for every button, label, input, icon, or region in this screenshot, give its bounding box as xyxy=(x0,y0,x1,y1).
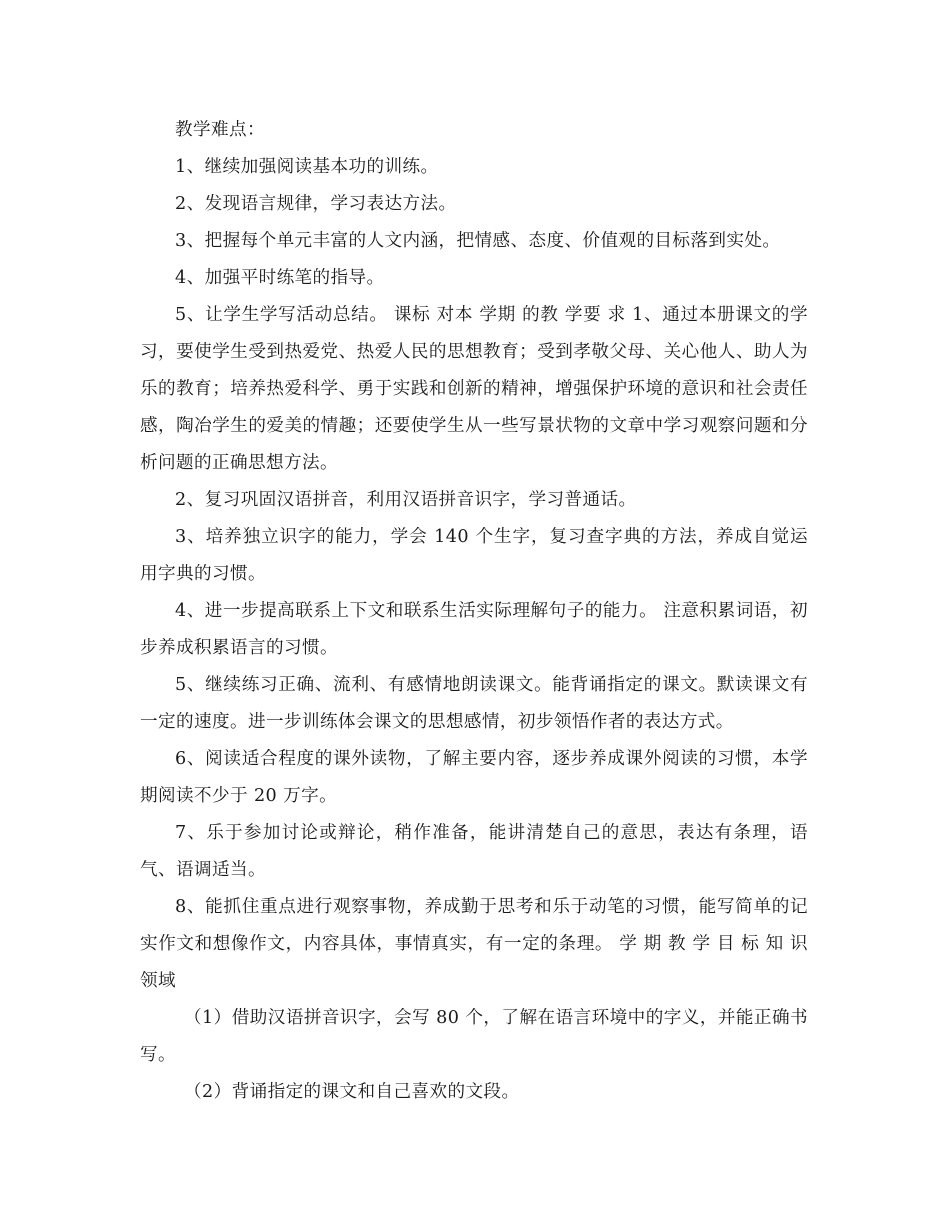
paragraph: 2、复习巩固汉语拼音，利用汉语拼音识字，学习普通话。 xyxy=(175,490,637,510)
paragraph: 1、继续加强阅读基本功的训练。 xyxy=(175,157,439,177)
paragraph: 3、把握每个单元丰富的人文内涵，把情感、态度、价值观的目标落到实处。 xyxy=(175,231,781,251)
paragraph: 6、阅读适合程度的课外读物，了解主要内容，逐步养成课外阅读的习惯，本学期阅读不少于 20 万字。 xyxy=(140,749,808,806)
paragraph: 5、继续练习正确、流利、有感情地朗读课文。能背诵指定的课文。默读课文有一定的速度。进一步训练体会课文的思想感情，初步领悟作者的表达方式。 xyxy=(140,675,808,732)
paragraph: 5、让学生学写活动总结。 课标 对本 学期 的教 学要 求 1、通过本册课文的学习，要使学生受到热爱党、热爱人民的思想教育；受到孝敬父母、关心他人、助人为乐的教育；培养热爱科学、勇于实践和创新的精神，增强保护环境的意识和社会责任感，陶冶学生的爱美的情趣；还要使学生从一些写景状物的文章中学习观察问题和分析问题的正确思想方法。 xyxy=(140,305,808,473)
paragraph: 3、培养独立识字的能力，学会 140 个生字，复习查字典的方法，养成自觉运用字典的习惯。 xyxy=(140,527,808,584)
paragraph: （2）背诵指定的课文和自己喜欢的文段。 xyxy=(184,1082,520,1102)
paragraph: 7、乐于参加讨论或辩论，稍作准备，能讲清楚自己的意思，表达有条理，语气、语调适当。 xyxy=(140,823,808,880)
paragraph: 2、发现语言规律，学习表达方法。 xyxy=(175,194,457,214)
paragraph: （1）借助汉语拼音识字，会写 80 个，了解在语言环境中的字义，并能正确书写。 xyxy=(140,1008,808,1065)
paragraph: 4、加强平时练笔的指导。 xyxy=(175,268,385,288)
section-heading: 教学难点： xyxy=(175,120,265,140)
paragraph: 8、能抓住重点进行观察事物，养成勤于思考和乐于动笔的习惯，能写简单的记实作文和想像作文，内容具体，事情真实，有一定的条理。 学 期 教 学 目 标 知 识领域 xyxy=(140,897,808,991)
paragraph: 4、进一步提高联系上下文和联系生活实际理解句子的能力。 注意积累词语，初步养成积累语言的习惯。 xyxy=(140,601,808,658)
document-body xyxy=(140,112,808,1111)
